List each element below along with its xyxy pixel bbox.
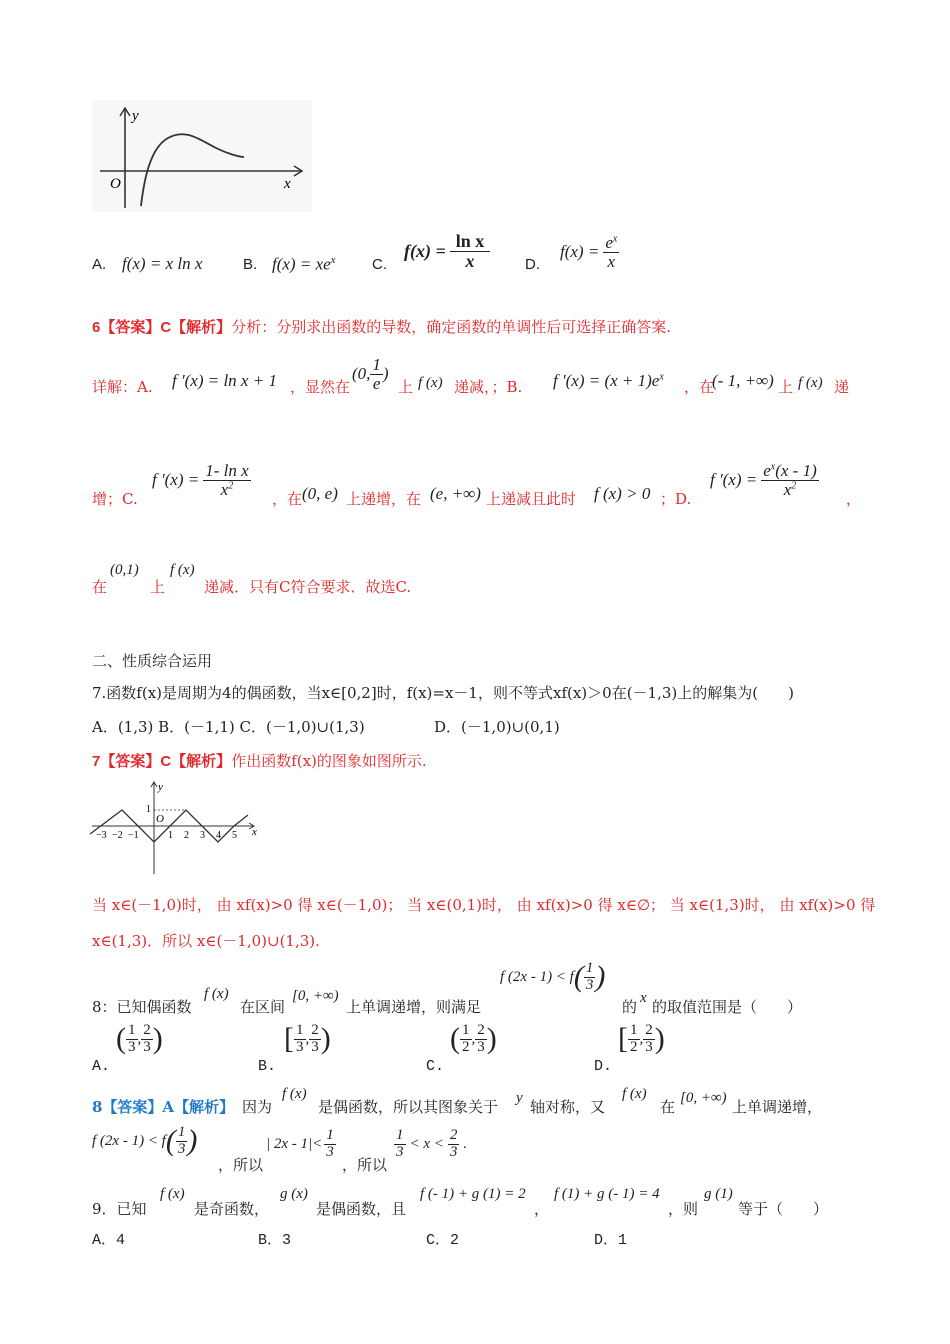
q8-option-d-interval [618, 1022, 665, 1056]
den: 3 [311, 1038, 319, 1055]
answer-header: 6【答案】C【解析】 [92, 319, 232, 336]
q6-detail-text: ，在 [272, 490, 303, 508]
q8-option-a-letter: A. [92, 1058, 111, 1075]
q8-answer-text: 因为 [242, 1098, 273, 1116]
q8-answer-ineq [92, 1124, 197, 1158]
q8-answer-fx: f (x) [622, 1086, 647, 1102]
q9-option-d: D．1 [594, 1232, 628, 1249]
q6-detail-text: 递 [834, 378, 850, 396]
origin-label: O [156, 813, 164, 825]
q6-option-b-expr [272, 254, 336, 275]
q6-detail-a-derivative: f '(x) = ln x + 1 [172, 371, 277, 390]
q6-option-d-expr [560, 234, 619, 271]
q8-option-b-letter: B. [258, 1058, 277, 1075]
ineq-num: 1 [585, 959, 594, 976]
num: 1 [296, 1021, 304, 1038]
derivative-c-fraction [203, 462, 250, 499]
den: 3 [396, 1143, 404, 1160]
q9-eq2: f (1) + g (- 1) = 4 [554, 1186, 660, 1202]
answer-header: 7【答案】C【解析】 [92, 753, 232, 770]
q9-gx: g (x) [280, 1186, 308, 1202]
num: 1 [326, 1127, 334, 1143]
frac [126, 1023, 138, 1056]
option-c-den: x [465, 250, 475, 271]
tick-label: 3 [200, 830, 205, 841]
range-mid: < x < [409, 1135, 444, 1152]
q9-g1: g (1) [704, 1186, 733, 1202]
q6-detail-c-label: 增；C. [92, 490, 138, 508]
q8-x: x [640, 990, 647, 1006]
q6-detail-b-derivative [553, 371, 664, 391]
option-d-lhs: f(x) = [560, 242, 600, 262]
frac [628, 1023, 640, 1056]
section-title: 二、性质综合运用 [92, 652, 213, 670]
frac [309, 1023, 321, 1056]
interval-close: ) [382, 364, 389, 384]
left-bracket-icon: [ [284, 1022, 294, 1055]
q9-option-b: B．3 [258, 1232, 292, 1249]
derivative-d-num-base: e [763, 461, 771, 480]
tick-label: 2 [184, 830, 189, 841]
tick-label: 5 [232, 830, 237, 841]
option-b-sup: x [330, 254, 336, 266]
q6-detail-interval: (0, e) [302, 484, 338, 503]
q8-inequality [500, 960, 605, 994]
num: 1 [128, 1021, 136, 1038]
num: 2 [143, 1021, 151, 1038]
num: 2 [449, 1127, 458, 1143]
range-upper [448, 1128, 460, 1161]
ineq-den: 3 [585, 976, 594, 993]
q8-option-d-letter: D. [594, 1058, 613, 1075]
q6-detail-text: 递减．只有C符合要求．故选C. [204, 578, 412, 596]
q6-detail-interval: (e, +∞) [430, 484, 481, 503]
option-d-den: x [607, 251, 616, 271]
left-bracket-icon: [ [618, 1022, 628, 1055]
q9-text: ， [534, 1200, 550, 1218]
option-letter: A. [92, 256, 107, 273]
left-paren-icon: ( [165, 1124, 176, 1157]
interval-den: e [372, 373, 381, 393]
q9-text: 是奇函数， [194, 1200, 270, 1218]
q8-text: 8：已知偶函数 [92, 998, 192, 1016]
q6-curve-graph [92, 100, 312, 212]
num: 1 [630, 1021, 638, 1038]
q8-answer-range [394, 1128, 467, 1161]
q6-detail-text: ，在 [684, 378, 715, 396]
q6-option-a [92, 256, 106, 273]
q6-detail-text: 在 [92, 578, 108, 596]
interval-num: 1 [372, 355, 381, 374]
q8-text: 的 [622, 998, 638, 1016]
right-paren-icon: ) [187, 1124, 198, 1157]
derivative-c-den [219, 481, 236, 499]
den: 2 [630, 1038, 638, 1055]
q6-detail-d-derivative [710, 462, 819, 499]
derivative-d-num [761, 462, 819, 481]
derivative-d-den-base: x [783, 479, 792, 499]
q6-option-c-expr [404, 232, 490, 271]
comma: , [305, 1030, 310, 1047]
option-c-lhs: f(x) = [404, 240, 446, 261]
num: 1 [462, 1021, 470, 1038]
right-paren-icon: ) [486, 1022, 497, 1055]
ineq-lhs: f (2x - 1) < f [92, 1132, 166, 1149]
q6-detail-text: ，显然在 [290, 378, 351, 396]
derivative-d-num-rest: (x - 1) [775, 461, 817, 480]
q9-text: 等于（ ） [738, 1200, 829, 1218]
left-paren-icon: ( [116, 1022, 126, 1055]
option-b-expr-text: f(x) = xe [272, 254, 331, 274]
den: 3 [645, 1038, 653, 1055]
den: 3 [449, 1143, 458, 1160]
q9-text: ，则 [668, 1200, 699, 1218]
answer-text: 作出函数f(x)的图象如图所示. [231, 752, 427, 770]
abs-lhs: | 2x - 1|< [266, 1135, 323, 1152]
y-axis-label: y [158, 781, 163, 793]
q8-answer-text: ，所以 [218, 1156, 264, 1174]
den: 3 [477, 1038, 485, 1055]
q7-stem: 7.函数f(x)是周期为4的偶函数，当x∈[0,2]时，f(x)=x－1，则不等式xf(x)＞0在(－1,3)上的解集为( ) [92, 684, 794, 702]
derivative-c-den-base: x [220, 479, 229, 499]
derivative-d-den [782, 481, 799, 499]
q6-detail-text: 递减，；B. [454, 378, 523, 396]
num: 1 [396, 1127, 404, 1143]
option-c-fraction [450, 232, 491, 271]
option-d-num [603, 234, 619, 253]
derivative-d-fraction [761, 462, 819, 499]
den: 3 [326, 1143, 334, 1160]
q6-detail-interval: (0,1) [110, 562, 139, 578]
q8-answer-abs [266, 1128, 336, 1161]
right-paren-icon: ) [320, 1022, 331, 1055]
q9-option-c: C．2 [426, 1232, 460, 1249]
interval-open: (0, [352, 364, 371, 384]
q6-option-c: C. [372, 256, 387, 273]
range-lower [394, 1128, 406, 1161]
frac [475, 1023, 487, 1056]
q6-detail-text: ， [846, 490, 862, 508]
frac [141, 1023, 153, 1056]
q8-text: 上单调递增，则满足 [346, 998, 482, 1016]
q8-answer-text: ，所以 [342, 1156, 388, 1174]
frac [643, 1023, 655, 1056]
left-paren-icon: ( [450, 1022, 460, 1055]
q7-option-d: D．(－1,0)∪(0,1) [434, 718, 560, 736]
q8-interval: [0, +∞) [292, 988, 339, 1004]
q7-explain-line2: x∈(1,3)．所以 x∈(－1,0)∪(1,3). [92, 932, 320, 950]
q9-text: 是偶函数，且 [316, 1200, 407, 1218]
one-label: 1 [146, 804, 151, 815]
answer-text: 分析：分别求出函数的导数，确定函数的单调性后可选择正确答案. [231, 318, 671, 336]
q8-answer-text: 轴对称，又 [530, 1098, 606, 1116]
derivative-c-lhs: f '(x) = [152, 470, 200, 490]
q7-answer [92, 750, 427, 771]
x-axis-label: x [284, 176, 291, 192]
derivative-b-text: f '(x) = (x + 1)e [553, 371, 660, 390]
q8-answer-fx: f (x) [282, 1086, 307, 1102]
frac [294, 1023, 306, 1056]
q6-detail-text: ；D. [660, 490, 692, 508]
derivative-b-sup: x [659, 371, 664, 383]
derivative-d-lhs: f '(x) = [710, 470, 758, 490]
derivative-d-num-sup: x [770, 461, 776, 473]
q6-detail-text: 上 [778, 378, 794, 396]
q9-text: 9．已知 [92, 1200, 147, 1218]
comma: , [137, 1030, 142, 1047]
comma: , [471, 1030, 476, 1047]
option-d-fraction [603, 234, 619, 271]
q8-answer-interval: [0, +∞) [680, 1090, 727, 1106]
q6-detail-interval [352, 356, 389, 393]
q6-detail-fx: f (x) [798, 375, 823, 391]
tick-label: 4 [216, 830, 221, 841]
ineq-lhs: f (2x - 1) < f [500, 968, 574, 985]
right-paren-icon: ) [654, 1022, 665, 1055]
q8-answer-y: y [516, 1090, 523, 1106]
q6-detail-fx: f (x) [418, 375, 443, 391]
abs-fraction [324, 1128, 336, 1161]
tick-label: −1 [128, 830, 139, 841]
tick-label: −3 [96, 830, 107, 841]
q6-detail-c-derivative [152, 462, 251, 499]
y-axis-label: y [132, 108, 139, 124]
interval-fraction [370, 356, 383, 393]
derivative-c-num: 1- ln x [205, 461, 249, 480]
origin-label: O [110, 176, 121, 192]
tick-label: 1 [168, 830, 173, 841]
right-paren-icon: ) [595, 960, 606, 993]
q7-explain-line1: 当 x∈(－1,0)时， 由 xf(x)>0 得 x∈(－1,0)； 当 x∈(0,1)时， 由 xf(x)>0 得 x∈∅； 当 x∈(1,3)时， 由 xf(x)>0 得 [92, 896, 876, 914]
q6-detail-a-label: 详解：A. [92, 378, 153, 396]
q7-options: A．(1,3) B．(－1,1) C．(－1,0)∪(1,3) [92, 718, 365, 736]
num: 1 [177, 1123, 186, 1140]
frac [460, 1023, 472, 1056]
q6-detail-text: 上递增，在 [346, 490, 422, 508]
left-paren-icon: ( [573, 960, 584, 993]
q8-option-a-interval [116, 1022, 163, 1056]
q8-answer-header: 8【答案】A【解析】 [92, 1098, 235, 1116]
q9-eq1: f (- 1) + g (1) = 2 [420, 1186, 526, 1202]
right-paren-icon: ) [152, 1022, 163, 1055]
ineq-fraction [584, 961, 596, 994]
option-c-num: ln x [450, 232, 491, 252]
den: 3 [143, 1038, 151, 1055]
num: 2 [477, 1021, 485, 1038]
q6-option-b: B. [243, 256, 258, 273]
q8-text: 的取值范围是（ ） [652, 998, 803, 1016]
q6-detail-text: 上 [398, 378, 414, 396]
q6-detail-text: 上 [150, 578, 166, 596]
den: 3 [177, 1140, 186, 1157]
q8-option-c-letter: C. [426, 1058, 445, 1075]
q8-answer-text: 在 [660, 1098, 676, 1116]
q8-answer-text: 上单调递增， [732, 1098, 823, 1116]
option-d-num-base: e [605, 233, 613, 252]
q6-option-a-expr: f(x) = x ln x [122, 254, 203, 273]
den: 3 [296, 1038, 304, 1055]
derivative-c-den-sup: 2 [228, 480, 234, 492]
num: 2 [645, 1021, 653, 1038]
ineq-fraction [176, 1125, 188, 1158]
q8-option-b-interval [284, 1022, 331, 1056]
q8-text: 在区间 [240, 998, 286, 1016]
den: 3 [128, 1038, 136, 1055]
comma: , [639, 1030, 644, 1047]
q8-option-c-interval [450, 1022, 497, 1056]
q7-periodic-graph [88, 778, 268, 876]
q6-detail-interval2: (- 1, +∞) [712, 371, 774, 390]
option-d-num-sup: x [612, 233, 618, 245]
q6-detail-text: 上递减且此时 [486, 490, 577, 508]
q9-fx: f (x) [160, 1186, 185, 1202]
q6-detail-ineq: f (x) > 0 [594, 484, 651, 503]
den: 2 [462, 1038, 470, 1055]
range-end: . [463, 1135, 468, 1152]
derivative-d-den-sup: 2 [791, 480, 797, 492]
tick-label: −2 [112, 830, 123, 841]
num: 2 [311, 1021, 319, 1038]
q6-option-d: D. [525, 256, 540, 273]
x-axis-label: x [252, 826, 257, 838]
q9-option-a: A．4 [92, 1232, 126, 1249]
q6-answer-line [92, 316, 671, 337]
q6-detail-fx: f (x) [170, 562, 195, 578]
q8-answer-text: 是偶函数，所以其图象关于 [318, 1098, 499, 1116]
q8-fx: f (x) [204, 986, 229, 1002]
